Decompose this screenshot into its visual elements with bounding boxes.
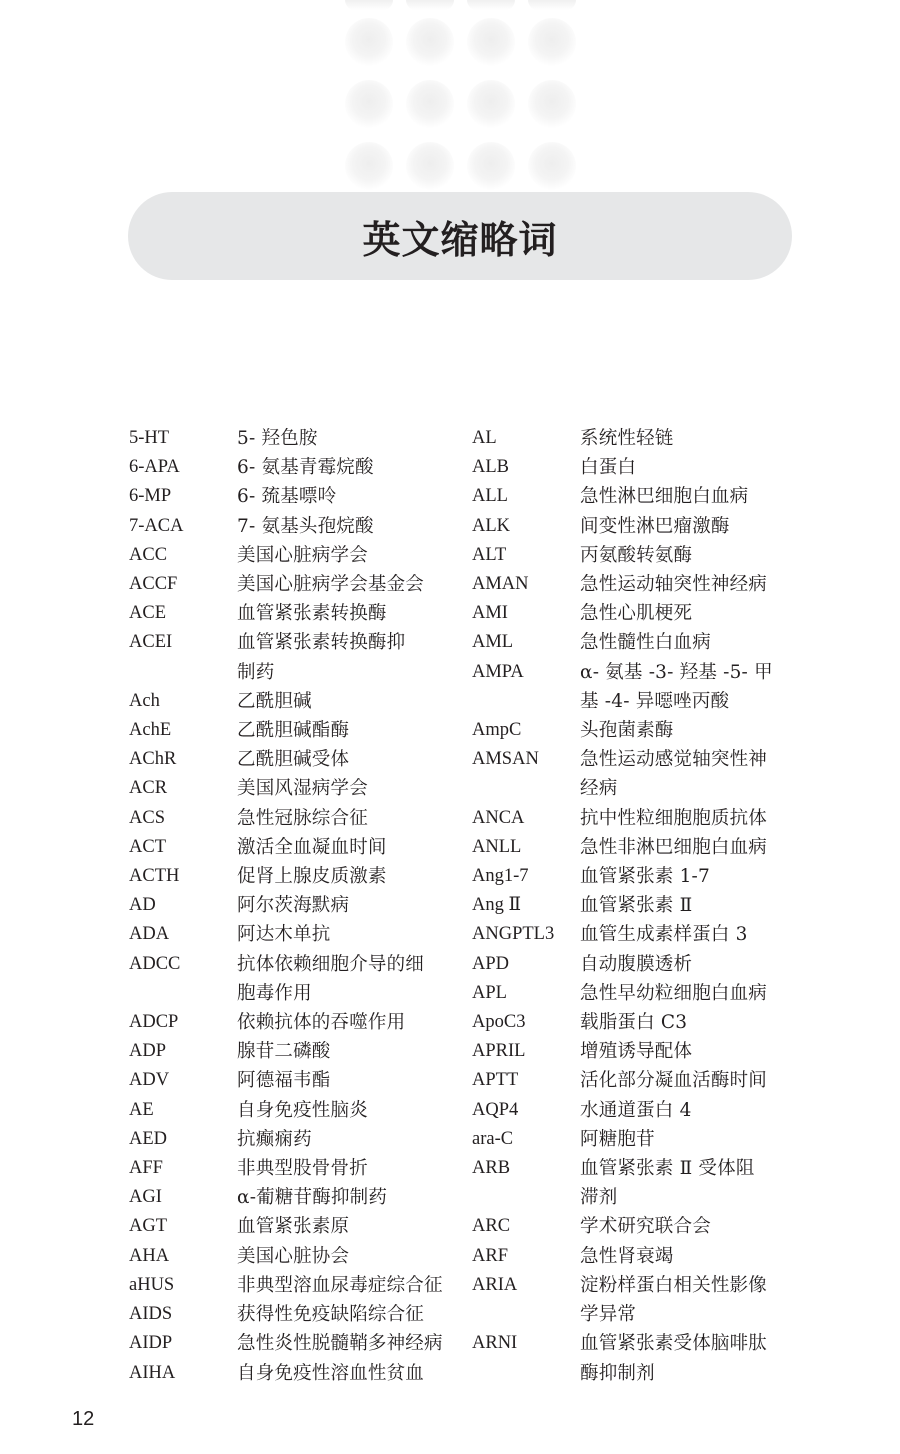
abbreviation-definition bbox=[237, 716, 451, 745]
abbreviation-term: ARNI bbox=[472, 1333, 518, 1354]
definition-line: 乙酰胆碱 bbox=[237, 690, 312, 712]
definition-line: α- 氨基 -3- 羟基 -5- 甲 bbox=[580, 661, 773, 683]
abbreviation-term: ADCC bbox=[129, 953, 181, 974]
abbreviation-term: AchE bbox=[129, 720, 172, 741]
definition-line: 活化部分凝血活酶时间 bbox=[580, 1070, 768, 1092]
definition-line: 水通道蛋白 4 bbox=[580, 1099, 692, 1121]
abbreviation-entry bbox=[472, 424, 802, 453]
abbreviation-definition bbox=[580, 804, 794, 833]
abbreviation-definition bbox=[580, 599, 794, 628]
abbreviation-definition bbox=[237, 774, 451, 803]
abbreviation-entry bbox=[129, 774, 459, 803]
definition-line: 急性冠脉综合征 bbox=[237, 807, 368, 829]
definition-line: 急性运动轴突性神经病 bbox=[580, 574, 768, 596]
abbreviation-entry bbox=[129, 950, 459, 1008]
decorative-dot bbox=[406, 80, 454, 128]
definition-line: 急性运动感觉轴突性神 bbox=[580, 749, 768, 771]
abbreviation-entry bbox=[472, 1154, 802, 1212]
definition-line: 系统性轻链 bbox=[580, 428, 674, 449]
abbreviation-entry bbox=[129, 482, 459, 511]
abbreviation-term: ALT bbox=[472, 544, 507, 565]
abbreviation-entry bbox=[472, 599, 802, 628]
abbreviation-entry bbox=[472, 453, 802, 482]
definition-line: 自动腹膜透析 bbox=[580, 953, 693, 975]
definition-line: 血管紧张素 Ⅱ bbox=[580, 895, 693, 917]
definition-line: 学异常 bbox=[580, 1304, 637, 1326]
decorative-dot bbox=[467, 0, 515, 10]
title-banner bbox=[128, 192, 792, 280]
abbreviation-term: Ang Ⅱ bbox=[472, 895, 522, 916]
definition-line: 自身免疫性脑炎 bbox=[237, 1099, 368, 1121]
abbreviation-entry bbox=[129, 1037, 459, 1066]
abbreviation-entry bbox=[129, 1096, 459, 1125]
definition-line: 乙酰胆碱受体 bbox=[237, 749, 350, 771]
abbreviation-definition bbox=[580, 1037, 794, 1066]
abbreviation-term: ADV bbox=[129, 1070, 170, 1091]
abbreviation-entry bbox=[129, 1212, 459, 1241]
abbreviation-definition bbox=[580, 862, 794, 891]
abbreviation-entry bbox=[472, 950, 802, 979]
abbreviation-term: ACC bbox=[129, 544, 168, 565]
abbreviation-definition bbox=[580, 658, 794, 716]
abbreviation-entry bbox=[472, 1271, 802, 1329]
abbreviation-definition bbox=[237, 1271, 451, 1300]
abbreviation-entry bbox=[129, 1242, 459, 1271]
abbreviation-entry bbox=[129, 1329, 459, 1358]
decorative-dot bbox=[345, 80, 393, 128]
abbreviation-entry bbox=[129, 1300, 459, 1329]
abbreviation-definition bbox=[237, 687, 451, 716]
abbreviation-entry bbox=[472, 1096, 802, 1125]
abbreviation-term: APRIL bbox=[472, 1041, 526, 1062]
abbreviation-term: AMSAN bbox=[472, 749, 539, 770]
definition-line: 血管生成素样蛋白 3 bbox=[580, 924, 748, 946]
abbreviation-definition bbox=[580, 1008, 794, 1037]
abbreviation-definition bbox=[580, 1242, 794, 1271]
definition-line: 阿糖胞苷 bbox=[580, 1128, 655, 1150]
abbreviation-entry bbox=[129, 599, 459, 628]
abbreviation-definition bbox=[237, 1096, 451, 1125]
abbreviation-entry bbox=[129, 1066, 459, 1095]
abbreviation-entry bbox=[129, 833, 459, 862]
definition-line: 经病 bbox=[580, 778, 618, 800]
abbreviation-term: ACTH bbox=[129, 866, 180, 887]
abbreviation-entry bbox=[472, 804, 802, 833]
decorative-dot bbox=[406, 142, 454, 190]
abbreviation-entry bbox=[129, 1008, 459, 1037]
decorative-dot bbox=[467, 18, 515, 66]
definition-line: 7- 氨基头孢烷酸 bbox=[237, 515, 374, 537]
abbreviation-term: AMAN bbox=[472, 574, 529, 595]
definition-line: 白蛋白 bbox=[580, 457, 637, 479]
abbreviation-definition bbox=[237, 599, 451, 628]
abbreviation-term: ACR bbox=[129, 778, 168, 799]
abbreviation-term: AmpC bbox=[472, 720, 522, 741]
abbreviation-definition bbox=[237, 453, 451, 482]
abbreviation-term: ARB bbox=[472, 1158, 511, 1179]
abbreviation-definition bbox=[237, 1329, 451, 1358]
abbreviation-definition bbox=[237, 833, 451, 862]
abbreviation-entry bbox=[472, 979, 802, 1008]
definition-line: 抗体依赖细胞介导的细 bbox=[237, 953, 425, 975]
definition-line: 血管紧张素 1-7 bbox=[580, 866, 710, 888]
abbreviation-term: 7-ACA bbox=[129, 515, 184, 536]
abbreviation-definition bbox=[237, 1183, 451, 1212]
abbreviation-term: 6-MP bbox=[129, 486, 172, 507]
abbreviation-definition bbox=[237, 920, 451, 949]
abbreviation-entry bbox=[472, 862, 802, 891]
abbreviation-term: AIDS bbox=[129, 1304, 173, 1325]
abbreviation-entry bbox=[129, 891, 459, 920]
definition-line: 血管紧张素 Ⅱ 受体阻 bbox=[580, 1158, 755, 1180]
definition-line: 非典型股骨骨折 bbox=[237, 1158, 368, 1180]
abbreviation-entry bbox=[129, 512, 459, 541]
abbreviation-definition bbox=[580, 950, 794, 979]
abbreviation-definition bbox=[580, 453, 794, 482]
abbreviation-entry bbox=[129, 1183, 459, 1212]
abbreviation-term: 5-HT bbox=[129, 428, 170, 448]
abbreviation-definition bbox=[237, 1066, 451, 1095]
abbreviation-term: ANGPTL3 bbox=[472, 924, 555, 945]
definition-line: 制药 bbox=[237, 661, 275, 683]
abbreviation-definition bbox=[237, 1242, 451, 1271]
definition-line: 阿德福韦酯 bbox=[237, 1070, 331, 1092]
abbreviation-definition bbox=[237, 804, 451, 833]
abbreviation-entry bbox=[472, 1066, 802, 1095]
abbreviation-term: ACS bbox=[129, 807, 165, 828]
decorative-dot bbox=[467, 80, 515, 128]
abbreviation-entry bbox=[129, 1271, 459, 1300]
abbreviation-term: ARIA bbox=[472, 1274, 518, 1295]
abbreviation-definition bbox=[237, 950, 451, 1008]
abbreviation-definition bbox=[580, 628, 794, 657]
abbreviation-entry bbox=[129, 862, 459, 891]
decorative-dot bbox=[528, 0, 576, 10]
abbreviation-entry bbox=[472, 745, 802, 803]
abbreviation-definition bbox=[237, 1212, 451, 1241]
abbreviation-definition bbox=[580, 1096, 794, 1125]
abbreviation-list-left bbox=[129, 424, 459, 1388]
abbreviation-term: ARF bbox=[472, 1245, 508, 1266]
abbreviation-term: AED bbox=[129, 1128, 168, 1149]
abbreviation-definition bbox=[237, 862, 451, 891]
definition-line: 美国风湿病学会 bbox=[237, 778, 368, 800]
abbreviation-definition bbox=[580, 745, 794, 803]
definition-line: 酶抑制剂 bbox=[580, 1362, 655, 1384]
definition-line: 依赖抗体的吞噬作用 bbox=[237, 1012, 406, 1034]
abbreviation-definition bbox=[580, 716, 794, 745]
abbreviation-term: AMPA bbox=[472, 661, 524, 682]
abbreviation-list-right bbox=[472, 424, 802, 1388]
abbreviation-definition bbox=[580, 1066, 794, 1095]
abbreviation-term: AE bbox=[129, 1099, 154, 1120]
definition-line: 美国心脏协会 bbox=[237, 1245, 350, 1267]
page-number: 12 bbox=[72, 1408, 95, 1430]
abbreviation-entry bbox=[472, 570, 802, 599]
abbreviation-definition bbox=[580, 512, 794, 541]
definition-line: 阿达木单抗 bbox=[237, 924, 331, 946]
abbreviation-term: ARC bbox=[472, 1216, 511, 1237]
abbreviation-term: ALL bbox=[472, 486, 508, 507]
abbreviation-definition bbox=[580, 1271, 794, 1329]
definition-line: 阿尔茨海默病 bbox=[237, 895, 350, 917]
abbreviation-entry bbox=[129, 628, 459, 686]
abbreviation-entry bbox=[129, 424, 459, 453]
abbreviation-entry bbox=[472, 658, 802, 716]
definition-line: 乙酰胆碱酯酶 bbox=[237, 720, 350, 742]
abbreviation-term: Ach bbox=[129, 690, 160, 711]
abbreviation-definition bbox=[580, 920, 794, 949]
definition-line: 促肾上腺皮质激素 bbox=[237, 866, 387, 888]
abbreviation-definition bbox=[580, 1154, 794, 1212]
abbreviation-entry bbox=[472, 1008, 802, 1037]
abbreviation-term: AFF bbox=[129, 1158, 163, 1179]
abbreviation-entry bbox=[472, 1329, 802, 1387]
abbreviation-term: ALK bbox=[472, 515, 511, 536]
abbreviation-definition bbox=[580, 570, 794, 599]
abbreviation-definition bbox=[237, 1008, 451, 1037]
decorative-dot bbox=[345, 18, 393, 66]
abbreviation-term: APL bbox=[472, 982, 507, 1003]
abbreviation-term: AGT bbox=[129, 1216, 168, 1237]
definition-line: 急性髓性白血病 bbox=[580, 632, 711, 654]
abbreviation-entry bbox=[472, 1212, 802, 1241]
abbreviation-term: ADCP bbox=[129, 1012, 179, 1033]
definition-line: 美国心脏病学会 bbox=[237, 544, 368, 566]
abbreviation-definition bbox=[580, 541, 794, 570]
abbreviation-term: 6-APA bbox=[129, 457, 180, 478]
definition-line: 增殖诱导配体 bbox=[580, 1041, 693, 1063]
decorative-dot bbox=[345, 142, 393, 190]
abbreviation-definition bbox=[237, 570, 451, 599]
abbreviation-definition bbox=[237, 512, 451, 541]
abbreviation-definition bbox=[580, 891, 794, 920]
decorative-dot bbox=[528, 142, 576, 190]
abbreviation-entry bbox=[129, 920, 459, 949]
definition-line: 血管紧张素转换酶抑 bbox=[237, 632, 406, 654]
definition-line: 5- 羟色胺 bbox=[237, 428, 318, 449]
abbreviation-entry bbox=[129, 570, 459, 599]
definition-line: 头孢菌素酶 bbox=[580, 720, 674, 742]
abbreviation-entry bbox=[472, 512, 802, 541]
definition-line: 血管紧张素原 bbox=[237, 1216, 350, 1238]
abbreviation-term: AIDP bbox=[129, 1333, 173, 1354]
definition-line: 血管紧张素转换酶 bbox=[237, 603, 387, 625]
decorative-dot bbox=[345, 0, 393, 10]
abbreviation-term: ACE bbox=[129, 603, 166, 624]
definition-line: 6- 氨基青霉烷酸 bbox=[237, 457, 374, 479]
abbreviation-entry bbox=[472, 628, 802, 657]
decorative-dot bbox=[406, 0, 454, 10]
abbreviation-term: AML bbox=[472, 632, 514, 653]
abbreviation-term: ANLL bbox=[472, 836, 522, 857]
decorative-dot bbox=[528, 80, 576, 128]
definition-line: 丙氨酸转氨酶 bbox=[580, 544, 693, 566]
abbreviation-definition bbox=[237, 1037, 451, 1066]
definition-line: 血管紧张素受体脑啡肽 bbox=[580, 1333, 768, 1355]
abbreviation-term: ACEI bbox=[129, 632, 173, 653]
abbreviation-term: AL bbox=[472, 428, 497, 448]
abbreviation-entry bbox=[472, 1125, 802, 1154]
abbreviation-entry bbox=[472, 1037, 802, 1066]
definition-line: 急性淋巴细胞白血病 bbox=[580, 486, 749, 508]
definition-line: 胞毒作用 bbox=[237, 982, 312, 1004]
abbreviation-term: AChR bbox=[129, 749, 177, 770]
abbreviation-definition bbox=[237, 1359, 451, 1388]
page-title: 英文缩略词 bbox=[362, 217, 558, 262]
definition-line: α-葡糖苷酶抑制药 bbox=[237, 1187, 388, 1209]
abbreviation-entry bbox=[129, 687, 459, 716]
abbreviation-entry bbox=[129, 541, 459, 570]
definition-line: 急性非淋巴细胞白血病 bbox=[580, 836, 768, 858]
decorative-dot bbox=[528, 18, 576, 66]
abbreviation-term: APD bbox=[472, 953, 510, 974]
abbreviation-term: ACT bbox=[129, 836, 166, 857]
abbreviation-definition bbox=[237, 1154, 451, 1183]
definition-line: 6- 巯基嘌呤 bbox=[237, 486, 337, 508]
abbreviation-term: ara-C bbox=[472, 1128, 514, 1149]
abbreviation-entry bbox=[472, 541, 802, 570]
definition-line: 激活全血凝血时间 bbox=[237, 836, 387, 858]
abbreviation-term: ACCF bbox=[129, 574, 178, 595]
decorative-dot bbox=[467, 142, 515, 190]
definition-line: 非典型溶血尿毒症综合征 bbox=[237, 1274, 443, 1296]
abbreviation-term: AHA bbox=[129, 1245, 170, 1266]
definition-line: 载脂蛋白 C3 bbox=[580, 1012, 688, 1034]
abbreviation-definition bbox=[237, 745, 451, 774]
abbreviation-definition bbox=[237, 482, 451, 511]
definition-line: 淀粉样蛋白相关性影像 bbox=[580, 1274, 768, 1296]
abbreviation-definition bbox=[237, 891, 451, 920]
abbreviation-definition bbox=[580, 424, 794, 453]
definition-line: 急性炎性脱髓鞘多神经病 bbox=[237, 1333, 443, 1355]
definition-line: 急性心肌梗死 bbox=[580, 603, 693, 625]
abbreviation-term: ALB bbox=[472, 457, 509, 478]
definition-line: 滞剂 bbox=[580, 1187, 618, 1209]
abbreviation-entry bbox=[129, 804, 459, 833]
abbreviation-entry bbox=[472, 482, 802, 511]
definition-line: 自身免疫性溶血性贫血 bbox=[237, 1362, 425, 1384]
abbreviation-definition bbox=[580, 979, 794, 1008]
abbreviation-term: aHUS bbox=[129, 1274, 175, 1295]
abbreviation-term: AD bbox=[129, 895, 156, 916]
abbreviation-term: APTT bbox=[472, 1070, 519, 1091]
abbreviation-term: ApoC3 bbox=[472, 1012, 526, 1033]
abbreviation-entry bbox=[129, 1125, 459, 1154]
abbreviation-term: ADP bbox=[129, 1041, 167, 1062]
abbreviation-definition bbox=[237, 541, 451, 570]
abbreviation-term: AMI bbox=[472, 603, 508, 624]
abbreviation-entry bbox=[472, 716, 802, 745]
abbreviation-entry bbox=[472, 833, 802, 862]
abbreviation-definition bbox=[580, 482, 794, 511]
definition-line: 学术研究联合会 bbox=[580, 1216, 711, 1238]
definition-line: 美国心脏病学会基金会 bbox=[237, 574, 425, 596]
abbreviation-entry bbox=[472, 920, 802, 949]
abbreviation-entry bbox=[129, 745, 459, 774]
definition-line: 获得性免疫缺陷综合征 bbox=[237, 1304, 425, 1326]
abbreviation-entry bbox=[129, 1154, 459, 1183]
abbreviation-definition bbox=[580, 1212, 794, 1241]
abbreviation-term: AIHA bbox=[129, 1362, 176, 1383]
abbreviation-definition bbox=[237, 424, 451, 453]
abbreviation-entry bbox=[129, 716, 459, 745]
abbreviation-definition bbox=[580, 1329, 794, 1387]
definition-line: 腺苷二磷酸 bbox=[237, 1041, 331, 1063]
abbreviation-term: ADA bbox=[129, 924, 170, 945]
decorative-dots bbox=[345, 0, 585, 190]
abbreviation-term: AGI bbox=[129, 1187, 162, 1208]
definition-line: 抗癫痫药 bbox=[237, 1128, 312, 1150]
abbreviation-definition bbox=[237, 628, 451, 686]
abbreviation-entry bbox=[129, 453, 459, 482]
abbreviation-definition bbox=[580, 1125, 794, 1154]
definition-line: 急性肾衰竭 bbox=[580, 1245, 674, 1267]
definition-line: 间变性淋巴瘤激酶 bbox=[580, 515, 730, 537]
abbreviation-entry bbox=[472, 891, 802, 920]
decorative-dot bbox=[406, 18, 454, 66]
abbreviation-term: ANCA bbox=[472, 807, 525, 828]
abbreviation-term: AQP4 bbox=[472, 1099, 519, 1120]
definition-line: 基 -4- 异噁唑丙酸 bbox=[580, 690, 730, 712]
definition-line: 抗中性粒细胞胞质抗体 bbox=[580, 807, 768, 829]
abbreviation-definition bbox=[237, 1125, 451, 1154]
definition-line: 急性早幼粒细胞白血病 bbox=[580, 982, 768, 1004]
abbreviation-term: Ang1-7 bbox=[472, 866, 529, 887]
abbreviation-entry bbox=[129, 1359, 459, 1388]
abbreviation-definition bbox=[580, 833, 794, 862]
abbreviation-entry bbox=[472, 1242, 802, 1271]
abbreviation-definition bbox=[237, 1300, 451, 1329]
